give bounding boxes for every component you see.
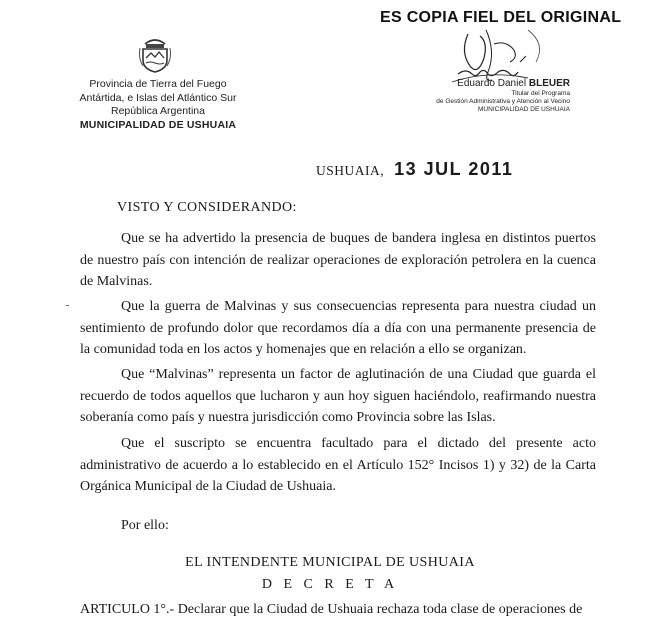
signatory-surname: BLEUER (528, 78, 570, 89)
antarctica-line: Antártida, e Islas del Atlántico Sur (79, 91, 237, 104)
document-date (316, 159, 513, 180)
signatory-stamp (420, 78, 570, 114)
considerando-paragraph: Que se ha advertido la presencia de buques de bandera inglesa en distintos puertos de nuestro país con intención de realizar operaciones de exploración petrolera en la cuenca de Malvinas. (80, 231, 596, 289)
margin-mark (66, 305, 69, 306)
decreta-heading: D E C R E T A (261, 577, 399, 592)
visto-heading: VISTO Y CONSIDERANDO: (117, 200, 297, 215)
decree-authority-heading: EL INTENDENTE MUNICIPAL DE USHUAIA (185, 555, 475, 570)
date-stamp: 13 JUL 2011 (394, 159, 514, 179)
municipal-coat-of-arms-icon (137, 34, 173, 74)
signatory-role-line: Titular del Programa (511, 90, 570, 97)
signatory-first-names: Eduardo Daniel (457, 78, 527, 89)
considerando-paragraph: Que el suscripto se encuentra facultado para el dictado del presente acto administrativo de acuerdo a lo establecido en el Artículo 152° Incisos 1) y 32) de la Carta Orgánica Municipal de la Ciudad de Ushuaia. (80, 436, 596, 494)
province-line: Provincia de Tierra del Fuego (89, 78, 227, 90)
signatory-role-line: MUNICIPALIDAD DE USHUAIA (478, 106, 570, 113)
municipality-name: MUNICIPALIDAD DE USHUAIA (79, 118, 237, 131)
certified-copy-stamp: ES COPIA FIEL DEL ORIGINAL (380, 9, 622, 26)
republic-line: República Argentina (111, 105, 205, 117)
considerando-paragraph: Que la guerra de Malvinas y sus consecuencias representa para nuestra ciudad un sentimiento de profundo dolor que recordamos día a día con una permanente presencia de la comunidad toda en los actos y homenajes que en relación a ello se organizan. (80, 299, 596, 357)
issuer-block (60, 78, 256, 132)
date-place: USHUAIA, (316, 163, 385, 178)
signatory-role-line: de Gestión Administrativa y Atención al Vecino (436, 98, 570, 105)
article-1-text: ARTICULO 1°.- Declarar que la Ciudad de Ushuaia rechaza toda clase de operaciones de (80, 602, 583, 617)
considerando-paragraph: Que “Malvinas” representa un factor de aglutinación de una Ciudad que guarda el recuerdo de todos aquellos que lucharon y aun hoy siguen haciéndolo, reafirmando nuestra soberanía como país y nuestra jurisdicción como Provincia sobre las Islas. (80, 367, 596, 425)
por-ello-line: Por ello: (121, 518, 169, 533)
signatory-name (420, 78, 570, 90)
